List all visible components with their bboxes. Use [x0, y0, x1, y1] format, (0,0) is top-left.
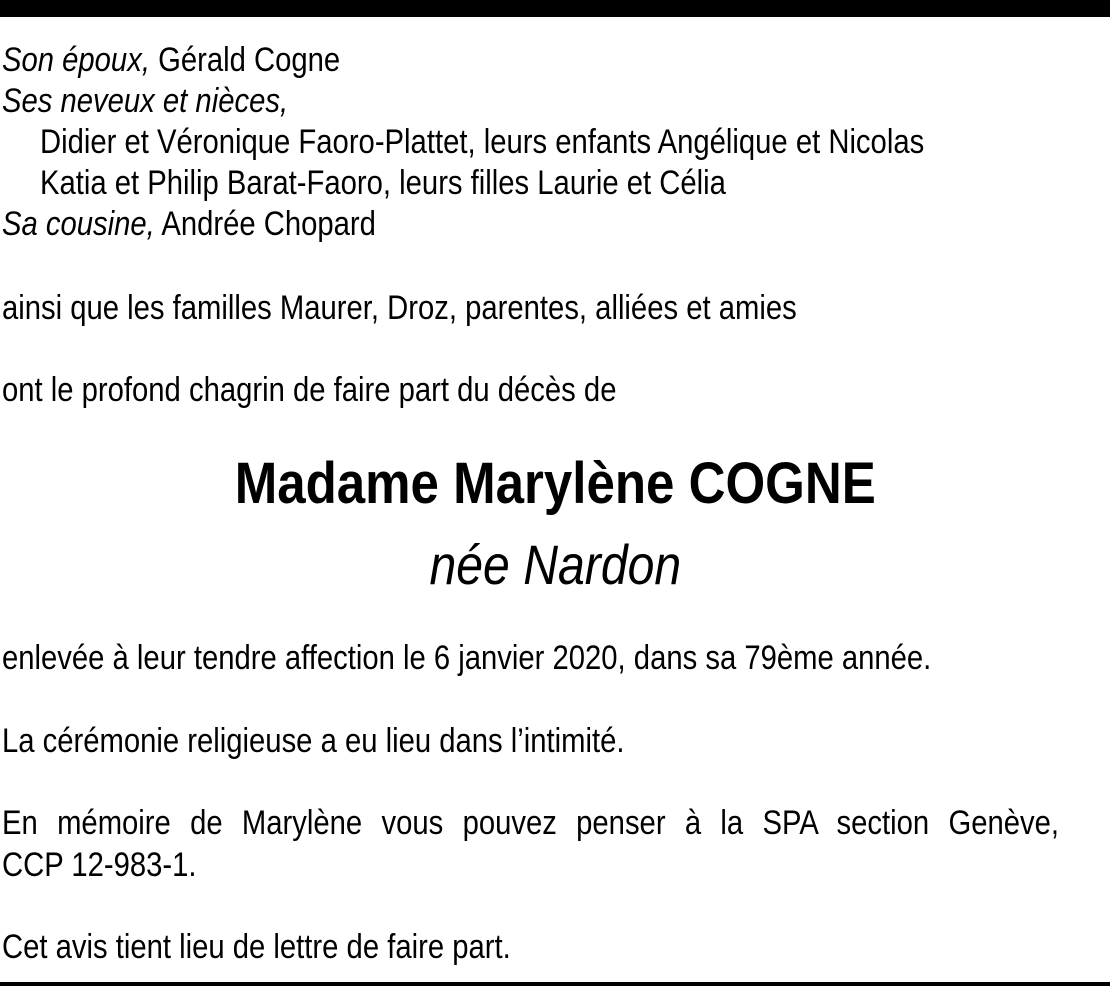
cousin-name: Andrée Chopard [161, 205, 376, 243]
bottom-rule [0, 982, 1110, 986]
memory-line-2: CCP 12-983-1. [2, 846, 197, 884]
families-line: ainsi que les familles Maurer, Droz, parentes, alliées et amies [2, 289, 797, 327]
deceased-name-text: Madame Marylène COGNE [234, 451, 876, 516]
memory-line-1-text: En mémoire de Marylène vous pouvez penser à la SPA section Genève, [2, 804, 1060, 842]
death-line: enlevée à leur tendre affection le 6 janvier 2020, dans sa 79ème année. [2, 639, 932, 677]
spouse-line [2, 40, 340, 80]
nephews-line-2: Katia et Philip Barat-Faoro, leurs filles Laurie et Célia [40, 164, 726, 202]
maiden-name-text: née Nardon [429, 533, 681, 596]
closing-line: Cet avis tient lieu de lettre de faire part. [2, 928, 511, 966]
top-rule [0, 0, 1110, 17]
announce-line: ont le profond chagrin de faire part du décès de [2, 371, 617, 409]
cousin-role: Sa cousine, [2, 205, 155, 243]
ceremony-line: La cérémonie religieuse a eu lieu dans l’intimité. [2, 722, 625, 760]
spouse-role: Son époux, [2, 41, 150, 79]
memory-line-1 [2, 803, 1059, 843]
cousin-line [2, 204, 376, 244]
maiden-name [0, 533, 1110, 597]
nephews-line-1: Didier et Véronique Faoro-Plattet, leurs enfants Angélique et Nicolas [40, 123, 925, 161]
nephews-role: Ses neveux et nièces, [2, 82, 289, 120]
deceased-name [0, 452, 1110, 516]
spouse-name: Gérald Cogne [158, 41, 341, 79]
